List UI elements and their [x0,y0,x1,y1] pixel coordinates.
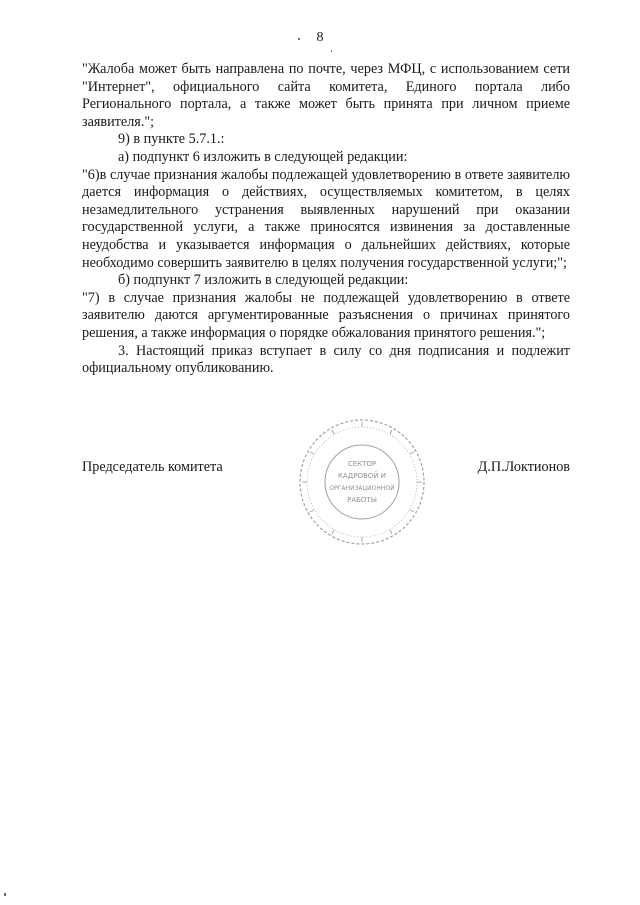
paragraph-subitem-b: б) подпункт 7 изложить в следующей редакции: [118,272,409,289]
stamp-line: ОРГАНИЗАЦИОННОЙ [329,485,395,492]
stamp-line: РАБОТЫ [347,496,377,504]
paragraph-effective-date: 3. Настоящий приказ вступает в силу со дня подписания и подлежит официальному опубликованию. [82,342,570,377]
page-number: 8 [316,30,324,45]
signer-title: Председатель комитета [82,459,223,475]
document-body [82,61,570,378]
stamp-ring-marks [302,422,422,542]
paragraph-item-9: 9) в пункте 5.7.1.: [118,131,225,148]
paragraph-subitem-6-text: "6)в случае признания жалобы подлежащей удовлетворению в ответе заявителю дается информация о действиях, осуществляемых комитетом, в целях незамедлительного устранения выявленных нарушений при оказании государственной услуги, а также приносятся извинения за доставленные неудобства и указывается информация о дальнейших действиях, которые необходимо совершить заявителю в целях получения государственной услуги;"; [82,166,570,271]
scan-speck [298,38,300,40]
stamp-line: КАДРОВОЙ И [338,472,386,480]
scan-speck [4,893,6,896]
signer-name: Д.П.Локтионов [477,459,570,475]
stamp-mid-ring [307,427,417,537]
stamp-outer-ring [300,420,424,544]
paragraph-complaint-channels: "Жалоба может быть направлена по почте, через МФЦ, с использованием сети "Интернет", официального сайта комитета, Единого портала либо Регионального портала, а также может быть принята при личном приеме заявителя."; [82,61,570,130]
scan-speck [331,50,332,52]
paragraph-subitem-7-text: "7) в случае признания жалобы не подлежащей удовлетворению в ответе заявителю даются аргументированные разъяснения о причинах принятого решения, а также информация о порядке обжалования принятого решения."; [82,289,570,341]
stamp-line: СЕКТОР [347,460,377,468]
official-stamp [296,416,428,548]
paragraph-subitem-a: а) подпункт 6 изложить в следующей редакции: [118,148,408,165]
stamp-inner-ring [325,445,399,519]
